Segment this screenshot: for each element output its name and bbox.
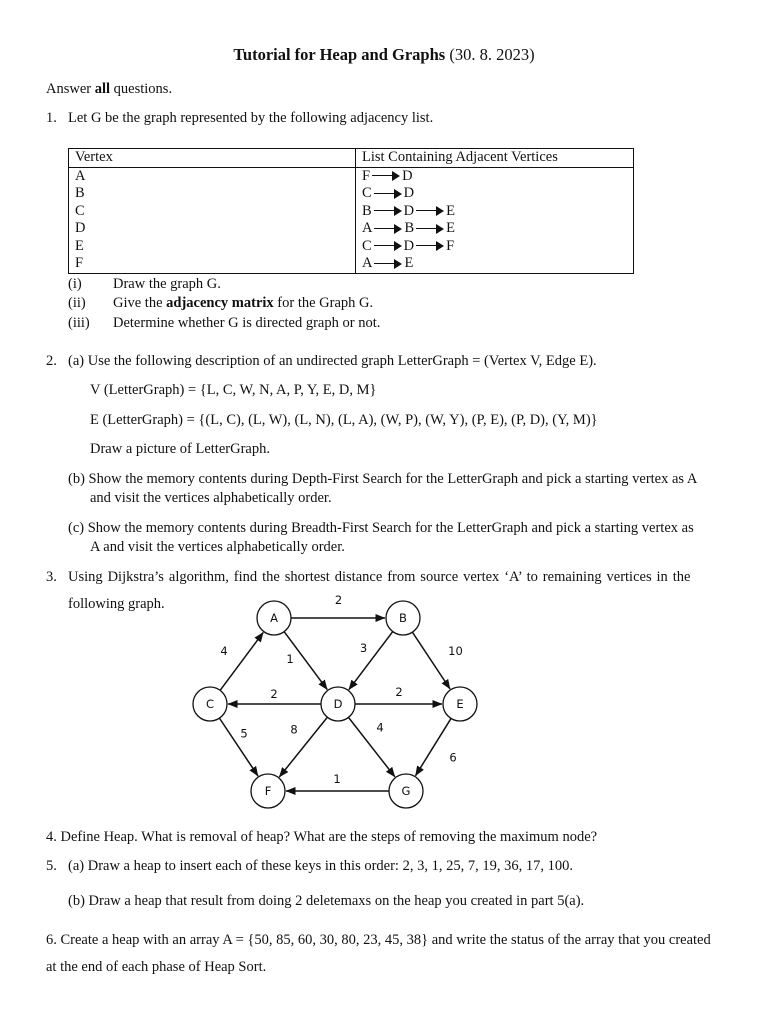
vertex-cell: E bbox=[69, 238, 356, 256]
vertex-cell: B bbox=[69, 185, 356, 203]
graph-node-c bbox=[193, 687, 227, 721]
q2-part-c-line1: (c) Show the memory contents during Breadth-First Search for the LetterGraph and pick a starting vertex as bbox=[68, 520, 694, 536]
q1-number: 1. bbox=[46, 110, 57, 126]
q3-line2: following graph. bbox=[68, 596, 165, 612]
node-label: B bbox=[399, 611, 407, 625]
edge-weight-label: 10 bbox=[448, 644, 463, 658]
graph-node-d bbox=[321, 687, 355, 721]
edge-weight-label: 3 bbox=[359, 641, 368, 655]
edge-weight-label: 4 bbox=[376, 720, 384, 735]
edge-weight-label: 8 bbox=[290, 722, 298, 737]
q2-part-a: (a) Use the following description of an undirected graph LetterGraph = (Vertex V, Edge E). bbox=[68, 353, 597, 369]
edge-b-d bbox=[349, 632, 393, 690]
adjacent-vertex: C bbox=[362, 185, 372, 201]
q5-number: 5. bbox=[46, 858, 57, 874]
q1-part-i-num: (i) bbox=[68, 276, 82, 292]
q1-part-iii: Determine whether G is directed graph or not. bbox=[113, 315, 381, 331]
adjacent-vertex: D bbox=[402, 167, 413, 184]
header-vertex: Vertex bbox=[69, 149, 356, 168]
graph-node-e bbox=[443, 687, 477, 721]
edge-weight-label: 5 bbox=[240, 726, 248, 741]
node-label: G bbox=[401, 784, 411, 798]
q5-part-b: (b) Draw a heap that result from doing 2 deletemaxs on the heap you created in part 5(a). bbox=[68, 893, 585, 909]
edge-weight-label: 2 bbox=[270, 687, 278, 701]
q5-part-a: (a) Draw a heap to insert each of these keys in this order: 2, 3, 1, 25, 7, 19, 36, 17, 100. bbox=[68, 858, 573, 874]
q2-part-b-line1: (b) Show the memory contents during Depth-First Search for the LetterGraph and pick a starting vertex as A bbox=[68, 471, 698, 487]
adjacent-vertex: A bbox=[362, 255, 373, 271]
edge-d-g bbox=[348, 717, 394, 776]
q3-line1: Using Dijkstra’s algorithm, find the shortest distance from source vertex ‘A’ to remaining vertices in the bbox=[68, 569, 691, 585]
adjacent-vertex: F bbox=[362, 167, 371, 184]
title-main: Tutorial for Heap and Graphs bbox=[233, 45, 446, 64]
node-label: C bbox=[205, 697, 215, 711]
q6-line2: at the end of each phase of Heap Sort. bbox=[46, 959, 267, 975]
vertex-cell: F bbox=[69, 255, 356, 273]
instructions: Answer all questions. bbox=[46, 81, 173, 97]
edge-e-g bbox=[415, 718, 451, 775]
vertex-cell: D bbox=[69, 220, 356, 238]
q4-text: 4. Define Heap. What is removal of heap? What are the steps of removing the maximum node? bbox=[46, 829, 598, 845]
edge-weight-label: 1 bbox=[333, 772, 341, 786]
adjacent-vertex: C bbox=[362, 237, 372, 254]
adjacent-vertex: B bbox=[362, 202, 372, 219]
q1-part-i: Draw the graph G. bbox=[113, 276, 221, 292]
adjacent-vertex: E bbox=[404, 255, 414, 271]
q3-number: 3. bbox=[46, 569, 57, 585]
node-label: D bbox=[333, 697, 343, 711]
q2-draw-instruction: Draw a picture of LetterGraph. bbox=[90, 441, 270, 457]
node-label: A bbox=[270, 611, 278, 625]
edge-weight-label: 2 bbox=[334, 593, 343, 607]
q2-edge-set: E (LetterGraph) = {(L, C), (L, W), (L, N), (L, A), (W, P), (W, Y), (P, E), (P, D), (Y, M)} bbox=[90, 412, 598, 428]
edge-weight-label: 6 bbox=[449, 750, 457, 765]
edge-c-a bbox=[220, 632, 263, 690]
graph-node-a bbox=[257, 601, 291, 635]
graph-node-g bbox=[389, 774, 423, 808]
q1-text: Let G be the graph represented by the following adjacency list. bbox=[68, 110, 434, 126]
q2-part-c-line2: A and visit the vertices alphabetically order. bbox=[90, 539, 345, 555]
graph-node-b bbox=[386, 601, 420, 635]
q1-part-ii: Give the adjacency matrix for the Graph G. bbox=[113, 295, 374, 311]
adjacent-vertex: D bbox=[403, 202, 415, 219]
node-label: E bbox=[456, 697, 464, 711]
header-adjacent-list: List Containing Adjacent Vertices bbox=[356, 149, 634, 168]
edge-b-e bbox=[412, 632, 450, 689]
adjacent-vertex: D bbox=[403, 185, 415, 201]
edge-c-f bbox=[219, 718, 258, 776]
title-date: (30. 8. 2023) bbox=[445, 45, 535, 64]
adjacent-vertex: E bbox=[446, 202, 456, 219]
vertex-cell: C bbox=[69, 203, 356, 221]
q1-part-iii-num: (iii) bbox=[68, 315, 90, 331]
q6-line1: 6. Create a heap with an array A = {50, 85, 60, 30, 80, 23, 45, 38} and write the status of the array that you created bbox=[46, 932, 711, 948]
edge-weight-label: 1 bbox=[286, 652, 294, 666]
node-label: F bbox=[264, 784, 272, 798]
adjacent-vertex: E bbox=[446, 220, 456, 236]
edge-weight-label: 2 bbox=[395, 685, 403, 699]
adjacent-vertex: A bbox=[362, 220, 373, 236]
q2-number: 2. bbox=[46, 353, 57, 369]
edge-weight-label: 4 bbox=[220, 644, 228, 658]
adjacent-vertex: D bbox=[403, 237, 415, 254]
q2-part-b-line2: and visit the vertices alphabetically order. bbox=[90, 490, 332, 506]
q1-part-ii-num: (ii) bbox=[68, 295, 86, 311]
q2-vertex-set: V (LetterGraph) = {L, C, W, N, A, P, Y, E, D, M} bbox=[90, 382, 377, 398]
graph-node-f bbox=[251, 774, 285, 808]
adjacent-vertex: B bbox=[404, 220, 415, 236]
adjacent-vertex: F bbox=[446, 237, 455, 254]
vertex-cell: A bbox=[69, 167, 356, 185]
edge-d-f bbox=[279, 717, 327, 777]
